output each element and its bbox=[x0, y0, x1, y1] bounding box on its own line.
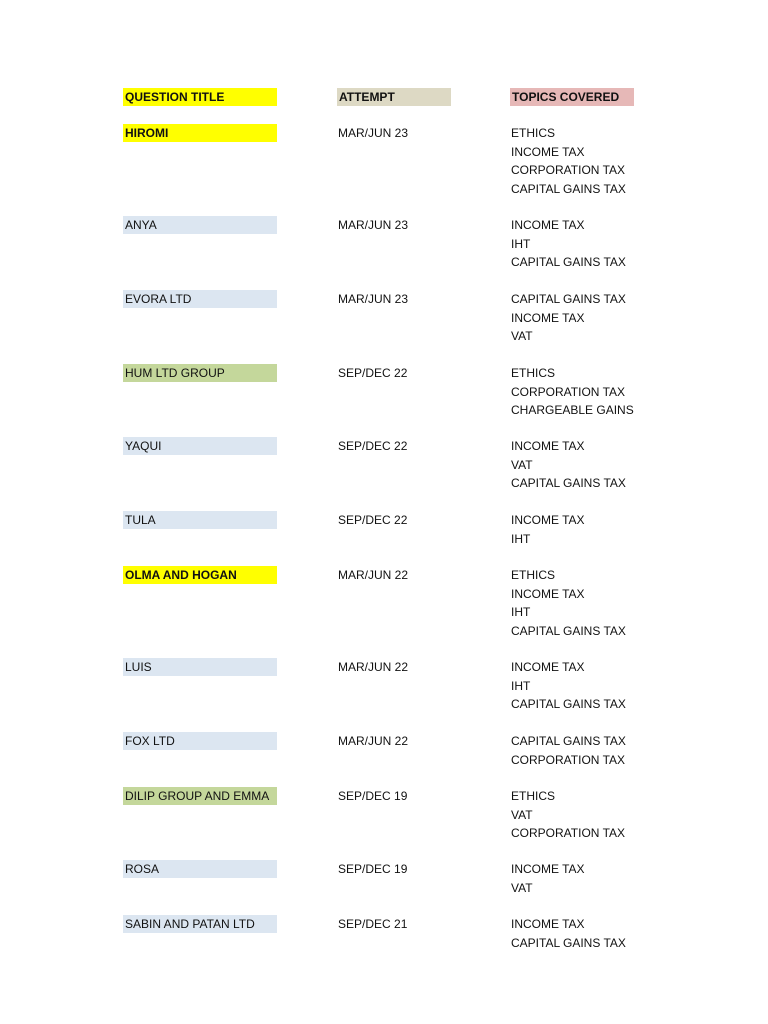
topic-item: INCOME TAX bbox=[511, 917, 585, 931]
attempt-cell: MAR/JUN 23 bbox=[338, 218, 409, 232]
topic-item: CAPITAL GAINS TAX bbox=[511, 476, 626, 490]
topic-item: CORPORATION TAX bbox=[511, 826, 626, 840]
topic-item: CAPITAL GAINS TAX bbox=[511, 181, 626, 196]
attempt-cell: MAR/JUN 22 bbox=[338, 568, 409, 582]
topics-cell bbox=[511, 364, 634, 420]
topics-cell bbox=[511, 860, 585, 897]
header-attempt: ATTEMPT bbox=[337, 88, 451, 106]
attempt-cell: SEP/DEC 22 bbox=[338, 439, 408, 453]
topic-item: INCOME TAX bbox=[511, 439, 585, 453]
topic-item: CAPITAL GAINS TAX bbox=[511, 292, 626, 306]
topics-cell bbox=[511, 290, 626, 346]
topic-item: INCOME TAX bbox=[511, 513, 585, 527]
topics-cell bbox=[511, 658, 626, 714]
question-title-cell: SABIN AND PATAN LTD bbox=[123, 915, 277, 933]
topics-cell bbox=[511, 915, 626, 952]
attempt-cell: SEP/DEC 21 bbox=[338, 917, 408, 931]
question-title-cell: TULA bbox=[123, 511, 277, 529]
header-topics-covered: TOPICS COVERED bbox=[510, 88, 634, 106]
attempt-cell: MAR/JUN 23 bbox=[338, 292, 409, 306]
topic-item: CORPORATION TAX bbox=[511, 752, 626, 767]
topic-item: INCOME TAX bbox=[511, 586, 585, 601]
attempt-cell: MAR/JUN 22 bbox=[338, 660, 409, 674]
topic-item: ETHICS bbox=[511, 366, 556, 380]
question-title-cell: OLMA AND HOGAN bbox=[123, 566, 277, 584]
question-title-cell: EVORA LTD bbox=[123, 290, 277, 308]
topic-item: INCOME TAX bbox=[511, 218, 585, 232]
topic-item: CAPITAL GAINS TAX bbox=[511, 935, 626, 950]
topic-item: INCOME TAX bbox=[511, 310, 585, 325]
topic-item: IHT bbox=[511, 605, 531, 619]
question-title-cell: YAQUI bbox=[123, 437, 277, 455]
topic-item: IHT bbox=[511, 678, 531, 693]
topic-item: IHT bbox=[511, 236, 531, 251]
question-title-cell: DILIP GROUP AND EMMA bbox=[123, 787, 277, 805]
topic-item: INCOME TAX bbox=[511, 862, 585, 876]
question-title-cell: HIROMI bbox=[123, 124, 277, 142]
topic-item: CORPORATION TAX bbox=[511, 384, 626, 399]
question-title-cell: FOX LTD bbox=[123, 732, 277, 750]
topic-item: ETHICS bbox=[511, 126, 556, 140]
question-title-cell: ANYA bbox=[123, 216, 277, 234]
topic-item: CHARGEABLE GAINS bbox=[511, 403, 634, 417]
topics-cell bbox=[511, 216, 626, 272]
topic-item: VAT bbox=[511, 329, 533, 343]
topic-item: CAPITAL GAINS TAX bbox=[511, 734, 626, 748]
topic-item: CAPITAL GAINS TAX bbox=[511, 623, 626, 638]
topic-item: VAT bbox=[511, 880, 533, 895]
topics-cell bbox=[511, 437, 626, 493]
attempt-cell: SEP/DEC 22 bbox=[338, 366, 408, 380]
topics-cell bbox=[511, 787, 625, 843]
topics-cell bbox=[511, 124, 626, 198]
header-question-title: QUESTION TITLE bbox=[123, 88, 277, 106]
topic-item: VAT bbox=[511, 457, 533, 472]
topic-item: INCOME TAX bbox=[511, 660, 585, 674]
topics-cell bbox=[511, 511, 585, 548]
topic-item: INCOME TAX bbox=[511, 144, 585, 159]
topics-cell bbox=[511, 566, 626, 640]
attempt-cell: SEP/DEC 19 bbox=[338, 862, 408, 876]
topic-item: VAT bbox=[511, 807, 533, 822]
question-title-cell: HUM LTD GROUP bbox=[123, 364, 277, 382]
attempt-cell: MAR/JUN 22 bbox=[338, 734, 409, 748]
topic-item: CORPORATION TAX bbox=[511, 163, 626, 177]
topic-item: CAPITAL GAINS TAX bbox=[511, 697, 626, 711]
attempt-cell: SEP/DEC 22 bbox=[338, 513, 408, 527]
question-title-cell: ROSA bbox=[123, 860, 277, 878]
topic-item: ETHICS bbox=[511, 568, 556, 582]
topic-item: CAPITAL GAINS TAX bbox=[511, 255, 626, 269]
attempt-cell: SEP/DEC 19 bbox=[338, 789, 408, 803]
attempt-cell: MAR/JUN 23 bbox=[338, 126, 409, 140]
topic-item: ETHICS bbox=[511, 789, 556, 803]
topics-cell bbox=[511, 732, 626, 769]
question-title-cell: LUIS bbox=[123, 658, 277, 676]
topic-item: IHT bbox=[511, 531, 531, 546]
